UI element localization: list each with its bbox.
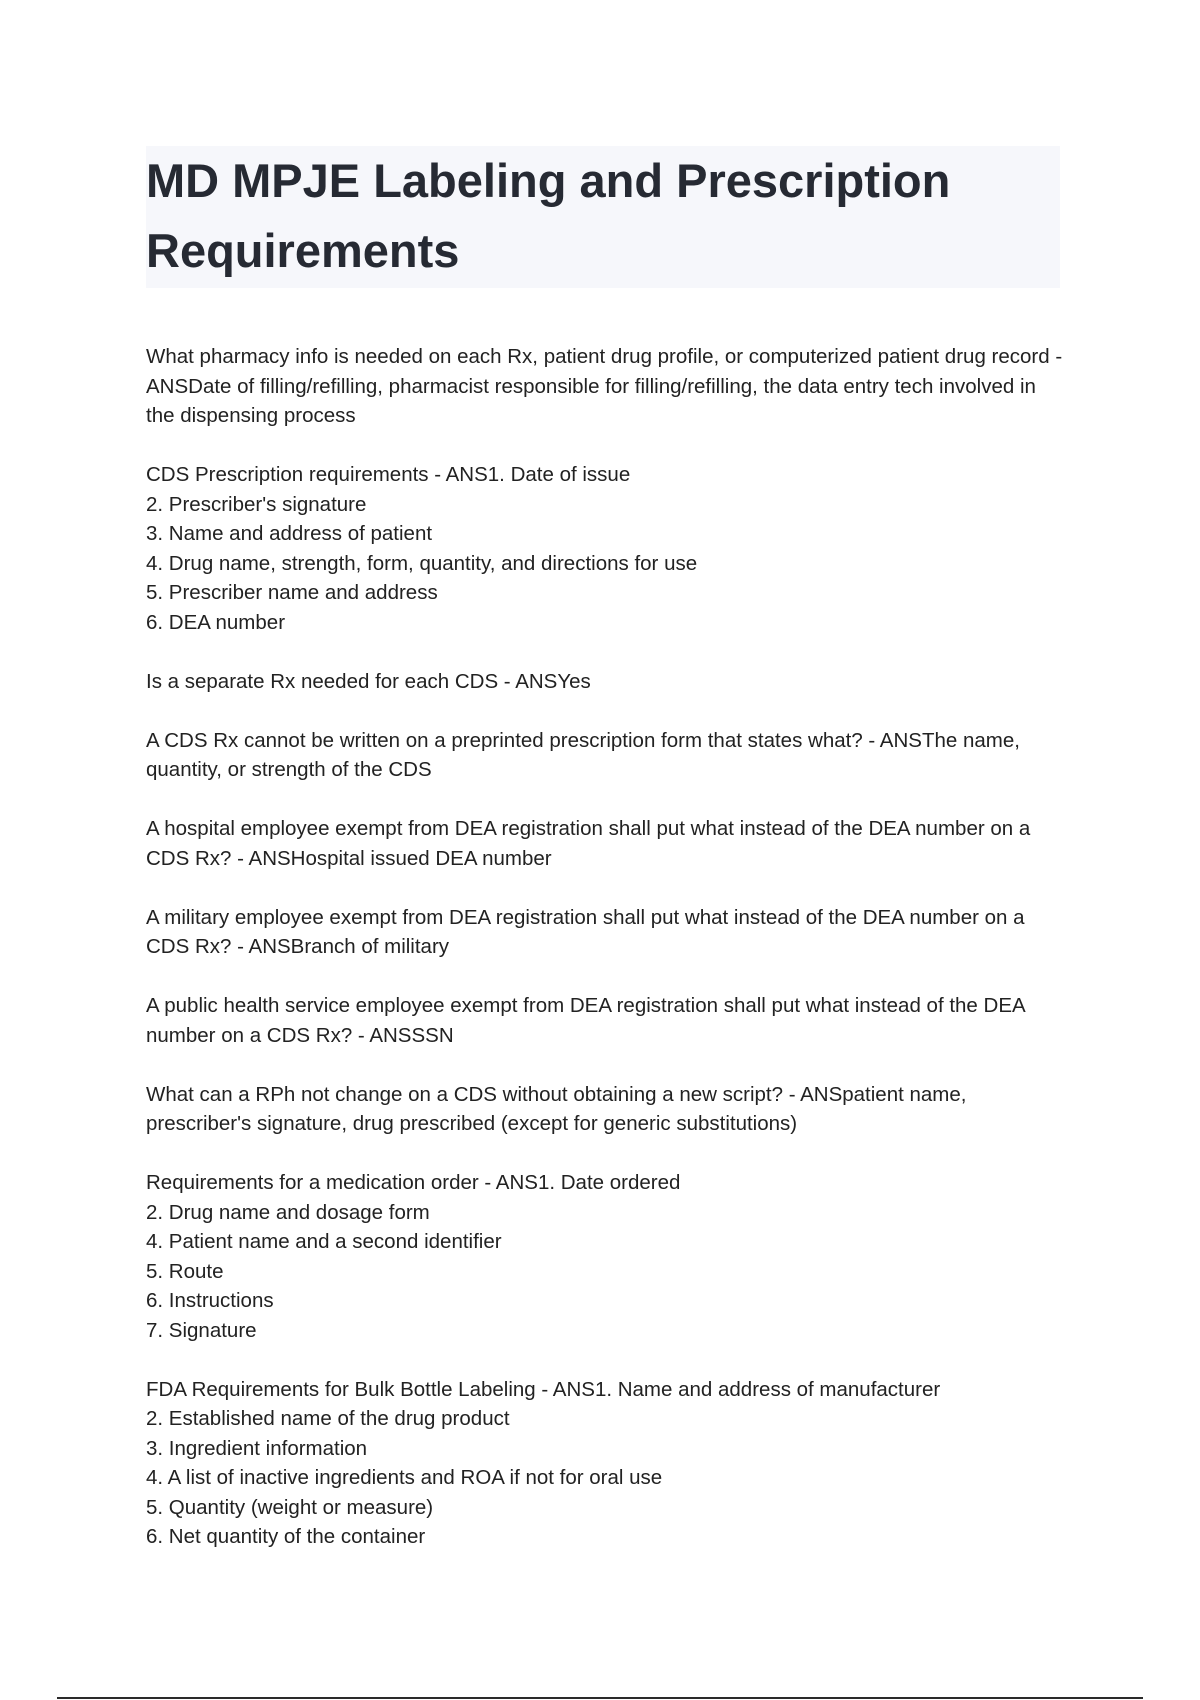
qa-text: FDA Requirements for Bulk Bottle Labeling - ANS1. Name and address of manufacturer xyxy=(146,1377,941,1401)
qa-item-7 xyxy=(146,991,1066,1050)
qa-text: A public health service employee exempt from DEA registration shall put what instead of the DEA number on a CDS Rx? - ANSSSN xyxy=(146,994,1025,1047)
qa-item-6 xyxy=(146,903,1066,962)
qa-item-5 xyxy=(146,814,1066,873)
title-banner xyxy=(146,146,1060,288)
qa-text: Requirements for a medication order - ANS1. Date ordered xyxy=(146,1171,681,1194)
qa-text: A military employee exempt from DEA registration shall put what instead of the DEA number on a CDS Rx? - ANSBranch of military xyxy=(146,905,1025,958)
list-item: 6. Instructions xyxy=(146,1289,274,1312)
qa-item-9 xyxy=(146,1168,1066,1345)
qa-item-10 xyxy=(146,1375,1066,1552)
list-item: 6. DEA number xyxy=(146,610,286,634)
list-item: 4. A list of inactive ingredients and ROA if not for oral use xyxy=(146,1466,663,1489)
list-item: 3. Name and address of patient xyxy=(146,522,433,545)
qa-text: Is a separate Rx needed for each CDS - ANSYes xyxy=(146,669,591,693)
list-item: 3. Ingredient information xyxy=(146,1436,368,1460)
footer-divider xyxy=(57,1697,1143,1699)
list-item: 6. Net quantity of the container xyxy=(146,1525,426,1548)
qa-text: CDS Prescription requirements - ANS1. Date of issue xyxy=(146,463,631,486)
qa-text: What pharmacy info is needed on each Rx, patient drug profile, or computerized patient drug record - ANSDate of filling/refilling, pharmacist responsible for filling/refilling, the data entry tech involved in the dispensing process xyxy=(146,345,1063,427)
qa-content xyxy=(146,342,1066,1581)
list-item: 2. Drug name and dosage form xyxy=(146,1200,430,1224)
qa-item-1 xyxy=(146,342,1066,431)
list-item: 4. Patient name and a second identifier xyxy=(146,1230,502,1253)
qa-item-8 xyxy=(146,1080,1066,1139)
qa-item-4 xyxy=(146,726,1066,785)
list-item: 7. Signature xyxy=(146,1318,257,1342)
list-item: 5. Route xyxy=(146,1259,224,1283)
list-item: 5. Prescriber name and address xyxy=(146,581,438,604)
qa-text: A CDS Rx cannot be written on a preprinted prescription form that states what? - ANSThe name, quantity, or strength of the CDS xyxy=(146,728,1020,781)
qa-text: What can a RPh not change on a CDS without obtaining a new script? - ANSpatient name, prescriber's signature, drug prescribed (except for generic substitutions) xyxy=(146,1082,967,1135)
qa-item-2 xyxy=(146,460,1066,637)
qa-text: A hospital employee exempt from DEA registration shall put what instead of the DEA number on a CDS Rx? - ANSHospital issued DEA number xyxy=(146,817,1031,870)
page-title: MD MPJE Labeling and Prescription Requirements xyxy=(146,154,951,277)
list-item: 5. Quantity (weight or measure) xyxy=(146,1495,434,1519)
list-item: 4. Drug name, strength, form, quantity, and directions for use xyxy=(146,551,698,575)
qa-item-3 xyxy=(146,667,1066,697)
list-item: 2. Established name of the drug product xyxy=(146,1407,510,1430)
list-item: 2. Prescriber's signature xyxy=(146,492,367,516)
